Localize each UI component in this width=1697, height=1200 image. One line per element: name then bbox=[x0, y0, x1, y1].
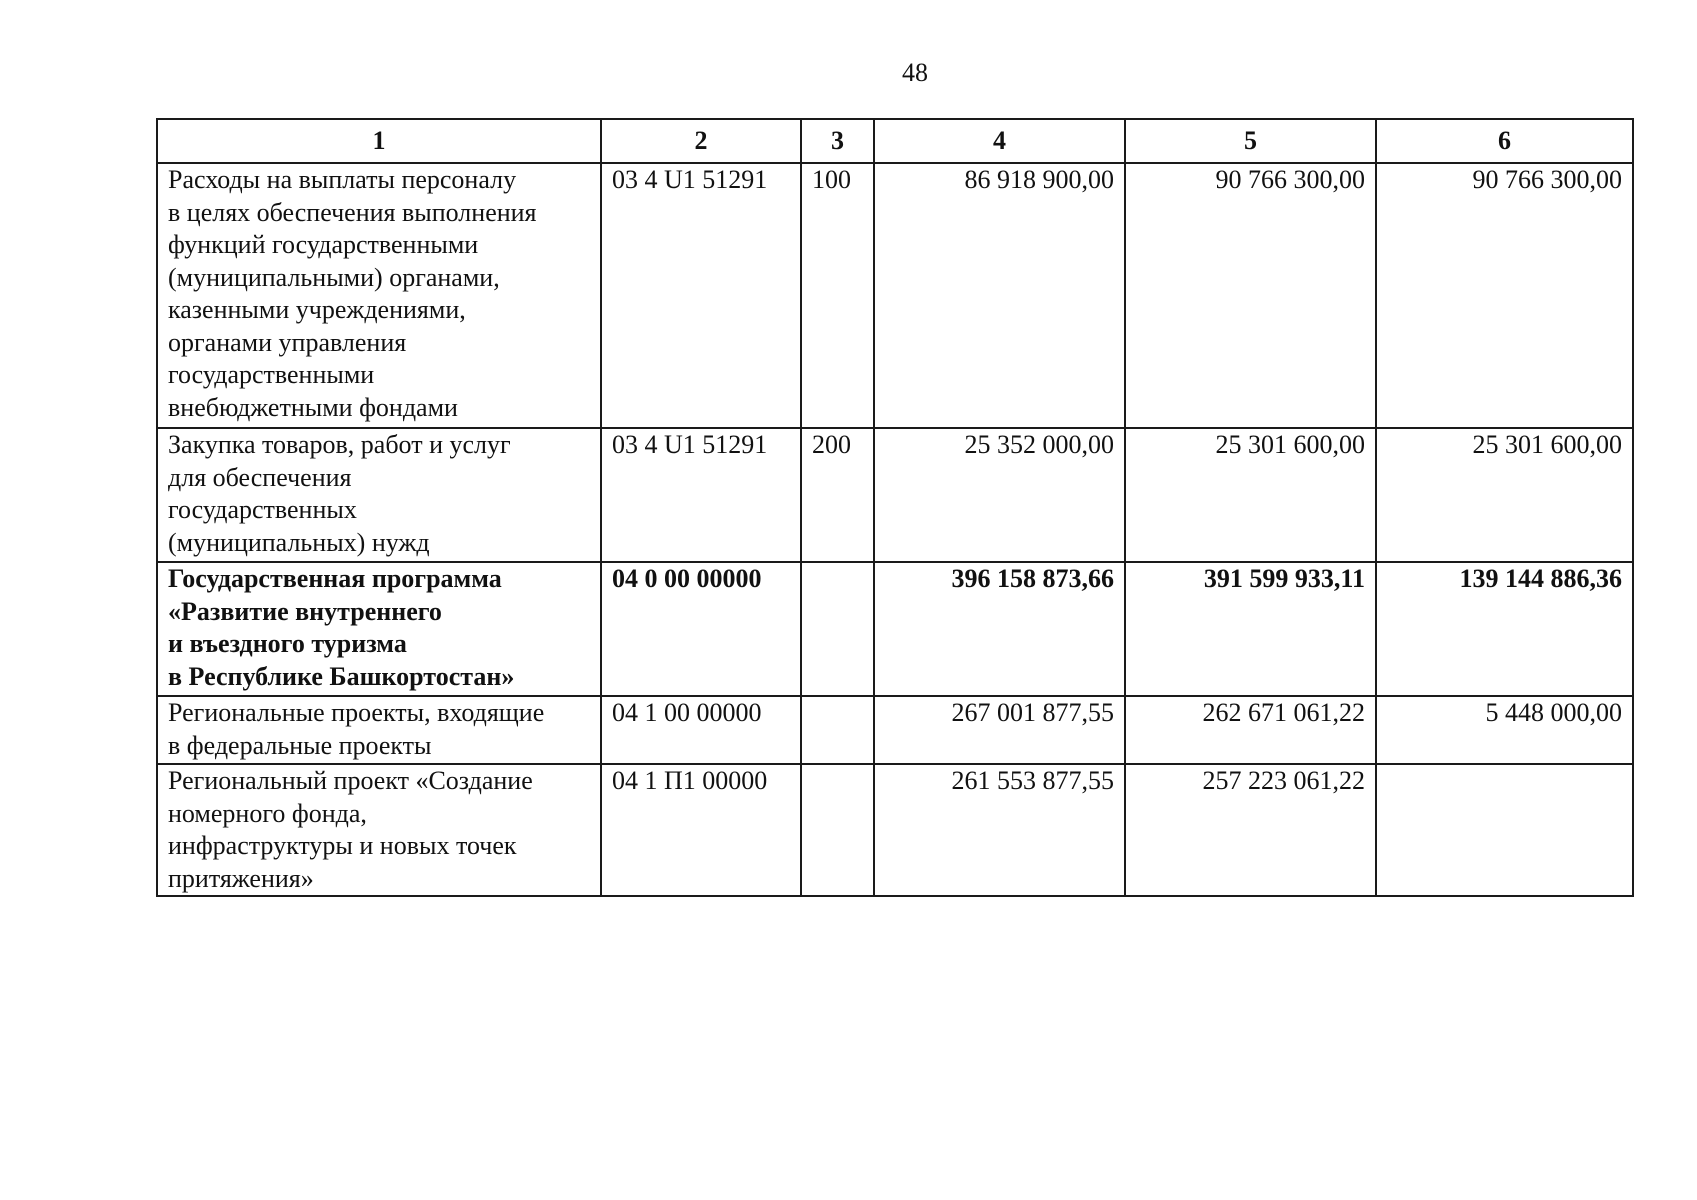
row-name-line: для обеспечения bbox=[168, 462, 352, 492]
row-name-line: (муниципальных) нужд bbox=[168, 527, 430, 557]
row-name-line: (муниципальными) органами, bbox=[168, 262, 500, 292]
row-code-cell: 03 4 U1 51291 bbox=[601, 163, 801, 428]
header-row bbox=[157, 119, 1633, 163]
row-value-col4: 261 553 877,55 bbox=[874, 764, 1125, 896]
row-type-cell: 100 bbox=[801, 163, 874, 428]
row-name-line: в федеральные проекты bbox=[168, 730, 432, 760]
table-row-program bbox=[157, 562, 1633, 696]
column-header-5: 5 bbox=[1125, 119, 1376, 163]
row-name-line: органами управления bbox=[168, 327, 407, 357]
row-type-cell bbox=[801, 696, 874, 764]
row-name-cell bbox=[157, 562, 601, 696]
page-number: 48 bbox=[902, 58, 928, 87]
row-value-col5: 262 671 061,22 bbox=[1125, 696, 1376, 764]
row-name-cell bbox=[157, 428, 601, 562]
row-name-line: «Развитие внутреннего bbox=[168, 596, 442, 626]
row-name-line: Государственная программа bbox=[168, 564, 502, 593]
row-name-line: Закупка товаров, работ и услуг bbox=[168, 430, 511, 459]
row-value-col5: 90 766 300,00 bbox=[1125, 163, 1376, 428]
column-header-3: 3 bbox=[801, 119, 874, 163]
row-value-col4: 267 001 877,55 bbox=[874, 696, 1125, 764]
row-name-line: казенными учреждениями, bbox=[168, 295, 466, 324]
row-code-cell: 04 0 00 00000 bbox=[601, 562, 801, 696]
row-name-line: функций государственными bbox=[168, 230, 479, 259]
row-type-cell: 200 bbox=[801, 428, 874, 562]
row-value-col4: 86 918 900,00 bbox=[874, 163, 1125, 428]
column-header-4: 4 bbox=[874, 119, 1125, 163]
table-row bbox=[157, 764, 1633, 896]
row-name-line: государственными bbox=[168, 360, 375, 389]
row-value-col4: 25 352 000,00 bbox=[874, 428, 1125, 562]
row-value-col6: 90 766 300,00 bbox=[1376, 163, 1633, 428]
row-code-cell: 04 1 00 00000 bbox=[601, 696, 801, 764]
row-value-col6: 139 144 886,36 bbox=[1376, 562, 1633, 696]
row-name-line: Расходы на выплаты персоналу bbox=[168, 165, 517, 194]
row-name-line: в целях обеспечения выполнения bbox=[168, 197, 537, 227]
table-row bbox=[157, 428, 1633, 562]
row-name-line: инфраструктуры и новых точек bbox=[168, 831, 517, 860]
column-header-6: 6 bbox=[1376, 119, 1633, 163]
row-name-line: притяжения» bbox=[168, 863, 314, 893]
row-type-cell bbox=[801, 764, 874, 896]
column-header-1: 1 bbox=[157, 119, 601, 163]
row-name-line: государственных bbox=[168, 495, 357, 524]
row-value-col6: 5 448 000,00 bbox=[1376, 696, 1633, 764]
row-value-col6: 25 301 600,00 bbox=[1376, 428, 1633, 562]
budget-table bbox=[156, 118, 1634, 897]
row-name-cell bbox=[157, 696, 601, 764]
table-row bbox=[157, 696, 1633, 764]
row-name-line: в Республике Башкортостан» bbox=[168, 661, 515, 691]
row-name-line: Региональные проекты, входящие bbox=[168, 698, 545, 727]
row-name-line: номерного фонда, bbox=[168, 798, 367, 828]
row-value-col4: 396 158 873,66 bbox=[874, 562, 1125, 696]
row-name-cell bbox=[157, 764, 601, 896]
row-type-cell bbox=[801, 562, 874, 696]
row-value-col5: 257 223 061,22 bbox=[1125, 764, 1376, 896]
row-code-cell: 04 1 П1 00000 bbox=[601, 764, 801, 896]
row-name-line: и въездного туризма bbox=[168, 629, 407, 658]
row-value-col5: 391 599 933,11 bbox=[1125, 562, 1376, 696]
row-code-cell: 03 4 U1 51291 bbox=[601, 428, 801, 562]
column-header-2: 2 bbox=[601, 119, 801, 163]
row-name-cell bbox=[157, 163, 601, 428]
row-name-line: внебюджетными фондами bbox=[168, 392, 458, 422]
row-name-line: Региональный проект «Создание bbox=[168, 766, 533, 795]
row-value-col5: 25 301 600,00 bbox=[1125, 428, 1376, 562]
row-value-col6 bbox=[1376, 764, 1633, 896]
table-row bbox=[157, 163, 1633, 428]
